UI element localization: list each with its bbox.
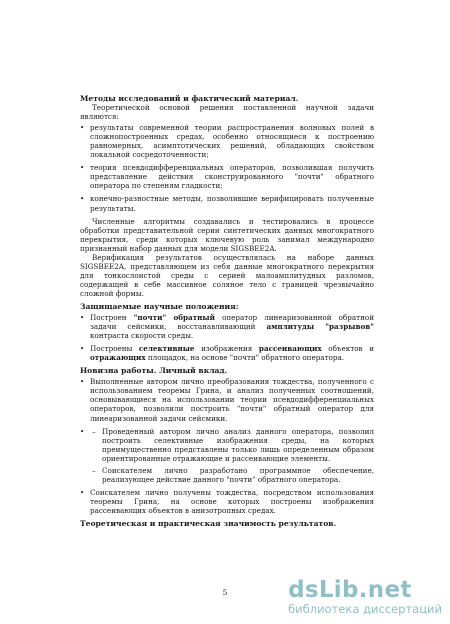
novelty-list [80, 377, 374, 515]
list-item: • теория псевдодифференциальных операторов, позволившая получить представление действия сконструированного "почти" обратного оператора по степеням гладкости; [80, 163, 374, 190]
bold-run: "почти" обратный [133, 313, 215, 323]
text-run: Построены [90, 344, 139, 354]
paragraph-algorithms: Численные алгоритмы создавались и тестировались в процессе обработки представительной серии синтетических данных многократного перекрытия, среди которых ключевую роль занимал международно признанный набор данных для модели SIGSBEE2A. [80, 216, 374, 253]
novelty-sublist [90, 427, 374, 484]
list-item: • конечно-разностные методы, позволившие верифицировать полученные результаты. [80, 194, 374, 212]
page-number: 5 [222, 588, 228, 597]
list-item [80, 344, 374, 362]
list-item: – • Проведенный автором лично анализ данного оператора, позволил построить селективные изображения среды, на которых преимущественно представлены только лишь определенным образом ориентированные отражающие и рассеивающие элементы. [90, 427, 374, 463]
bold-run: отражающих [90, 353, 146, 363]
methods-list [80, 123, 374, 212]
text-run: Построен [90, 313, 134, 323]
list-item: • Соискателем лично получены тождества, посредством использования теоремы Грина, на основе которых построены изображения рассеивающих объектов в анизотропных средах. [80, 488, 374, 515]
watermark-logo: dsLib.net [288, 577, 412, 603]
watermark-tagline: библиотека диссертаций [288, 602, 442, 616]
text-run: площадок, на основе "почти" обратного оператора. [145, 353, 345, 363]
bold-run: амплитуды "разрывов" [266, 322, 375, 332]
list-item [80, 427, 374, 484]
bold-run: рассеивающих [258, 344, 322, 354]
paragraph-verification: Верификация результатов осуществлялась на наборе данных SIGSBEE2A, представляющем из себя данные многократного перекрытия для тонкослоистой среды с серией малоамплитудных разломов, содержащей в себе массивное соляное тело с границей чрезвычайно сложной формы. [80, 252, 374, 298]
section-heading-positions: Защищаемые научные положения: [80, 301, 239, 311]
text-run: контраста скорости среды. [90, 331, 194, 341]
bold-run: селективные [138, 344, 195, 354]
section-heading-novelty: Новизна работы. Личный вклад. [80, 366, 228, 376]
list-item: • результаты современной теории распространения волновых полей в сложнопостроенных средах, особенно относящиеся к построению равномерных, асимптотических решений, обладающих свойством локальной сосредоточенности; [80, 123, 374, 159]
section-heading-significance: Теоретическая и практическая значимость результатов. [80, 518, 337, 528]
list-item: – Соискателем лично разработано программное обеспечение, реализующее действие данного "почти" обратного оператора. [90, 466, 374, 484]
methods-intro: Теоретической основой решения поставленной научной задачи являются: [80, 103, 374, 122]
page-body [80, 94, 374, 528]
positions-list [80, 313, 374, 362]
text-run: изображения [194, 344, 259, 354]
list-item: • Выполненные автором лично преобразования тождества, полученного с использованием теоремы Грина, и анализ полученных соотношений, основывающиеся на использовании теории псевдодифференциальных операторов, позволили построить "почти" обратный оператор для линеаризованной задачи сейсмики. [80, 377, 374, 422]
watermark [288, 578, 442, 616]
list-item [80, 313, 374, 340]
text-run: оператор линеаризованной обратной задачи сейсмики, восстанавливающий [90, 313, 374, 332]
section-heading-methods: Методы исследований и фактический материал. [80, 94, 299, 103]
text-run: объектов и [321, 344, 374, 354]
